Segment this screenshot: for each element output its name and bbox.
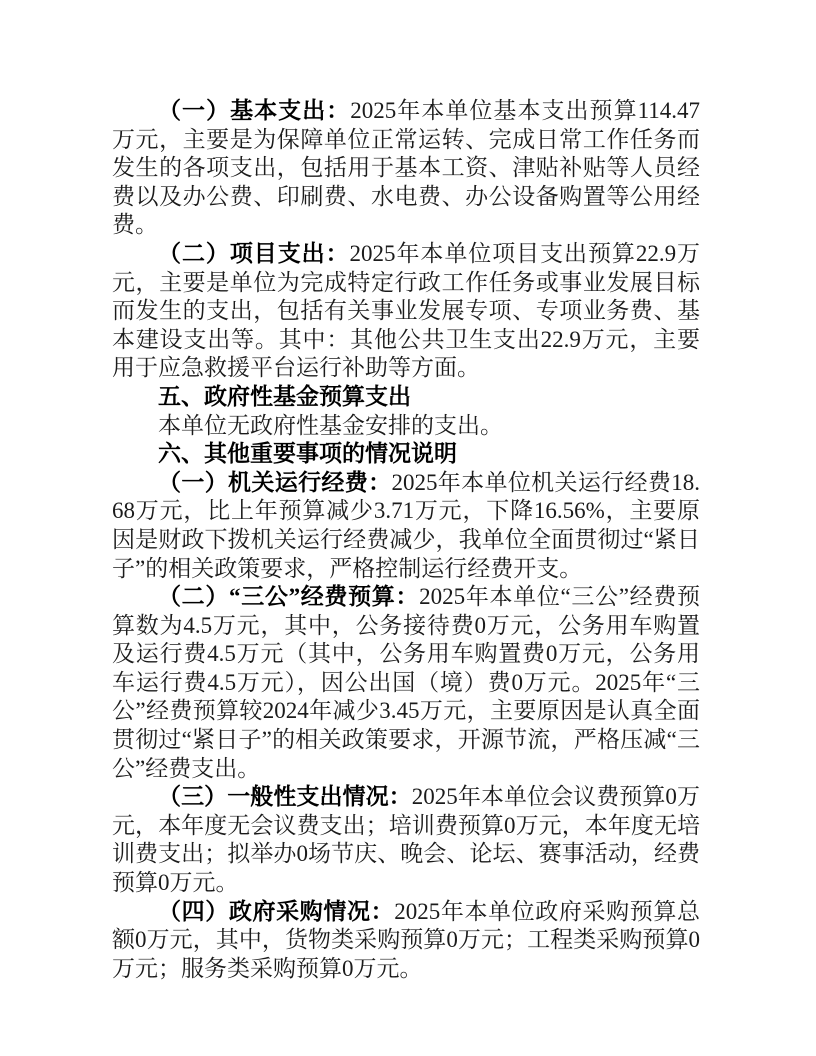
paragraph-text-basic-expenditure: 2025年本单位基本支出预算114.47万元，主要是为保障单位正常运转、完成日常工作任务而发生的各项支出，包括用于基本工资、津贴补贴等人员经费以及办公费、印刷费、水电费、办公设备购置等公用经费。 xyxy=(112,98,700,238)
paragraph-lead-basic-expenditure: （一）基本支出： xyxy=(158,98,351,123)
paragraph-lead-government-procurement-situation: （四）政府采购情况： xyxy=(158,898,395,924)
section-heading-label: 五、政府性基金预算支出 xyxy=(158,383,411,409)
paragraph-text-agency-operating-funds: 2025年本单位机关运行经费18.68万元，比上年预算减少3.71万元，下降16.56%，主要原因是财政下拨机关运行经费减少，我单位全面贯彻过“紧日子”的相关政策要求，严格控制运行经费开支。 xyxy=(112,469,701,581)
paragraph-basic-expenditure xyxy=(112,97,700,240)
paragraph-agency-operating-funds xyxy=(112,469,700,583)
paragraph-government-procurement-situation xyxy=(112,898,700,984)
paragraph-lead-general-expenditure-situation: （三）一般性支出情况： xyxy=(158,784,412,810)
section-heading-other-important-matters xyxy=(112,440,700,469)
paragraph-lead-project-expenditure: （二）项目支出： xyxy=(158,240,350,266)
paragraph-text-general-expenditure-situation: 2025年本单位会议费预算0万元，本年度无会议费支出；培训费预算0万元，本年度无培训费支出；拟举办0场节庆、晚会、论坛、赛事活动，经费预算0万元。 xyxy=(112,784,701,896)
paragraph-three-public-expenses-budget xyxy=(112,583,700,783)
paragraph-text-government-procurement-situation: 2025年本单位政府采购预算总额0万元，其中，货物类采购预算0万元；工程类采购预算0万元；服务类采购预算0万元。 xyxy=(112,898,701,981)
paragraph-lead-agency-operating-funds: （一）机关运行经费： xyxy=(158,469,392,495)
paragraph-no-government-fund xyxy=(112,412,700,441)
paragraph-text-project-expenditure: 2025年本单位项目支出预算22.9万元，主要是单位为完成特定行政工作任务或事业发展目标而发生的支出，包括有关事业发展专项、专项业务费、基本建设支出等。其中：其他公共卫生支出22.9万元，主要用于应急救援平台运行补助等方面。 xyxy=(112,240,700,381)
paragraph-text-no-government-fund: 本单位无政府性基金安排的支出。 xyxy=(158,412,503,438)
paragraph-project-expenditure xyxy=(112,240,700,383)
paragraph-text-three-public-expenses-budget: 2025年本单位“三公”经费预算数为4.5万元，其中，公务接待费0万元，公务用车购置及运行费4.5万元（其中，公务用车购置费0万元，公务用车运行费4.5万元），因公出国（境）费0万元。2025年“三公”经费预算较2024年减少3.45万元，主要原因是认真全面贯彻过“紧日子”的相关政策要求，开源节流，严格压减“三公”经费支出。 xyxy=(112,584,701,781)
paragraph-general-expenditure-situation xyxy=(112,783,700,897)
paragraph-lead-three-public-expenses-budget: （二）“三公”经费预算： xyxy=(158,584,420,610)
section-heading-label: 六、其他重要事项的情况说明 xyxy=(158,441,457,467)
section-heading-government-fund-budget xyxy=(112,383,700,412)
